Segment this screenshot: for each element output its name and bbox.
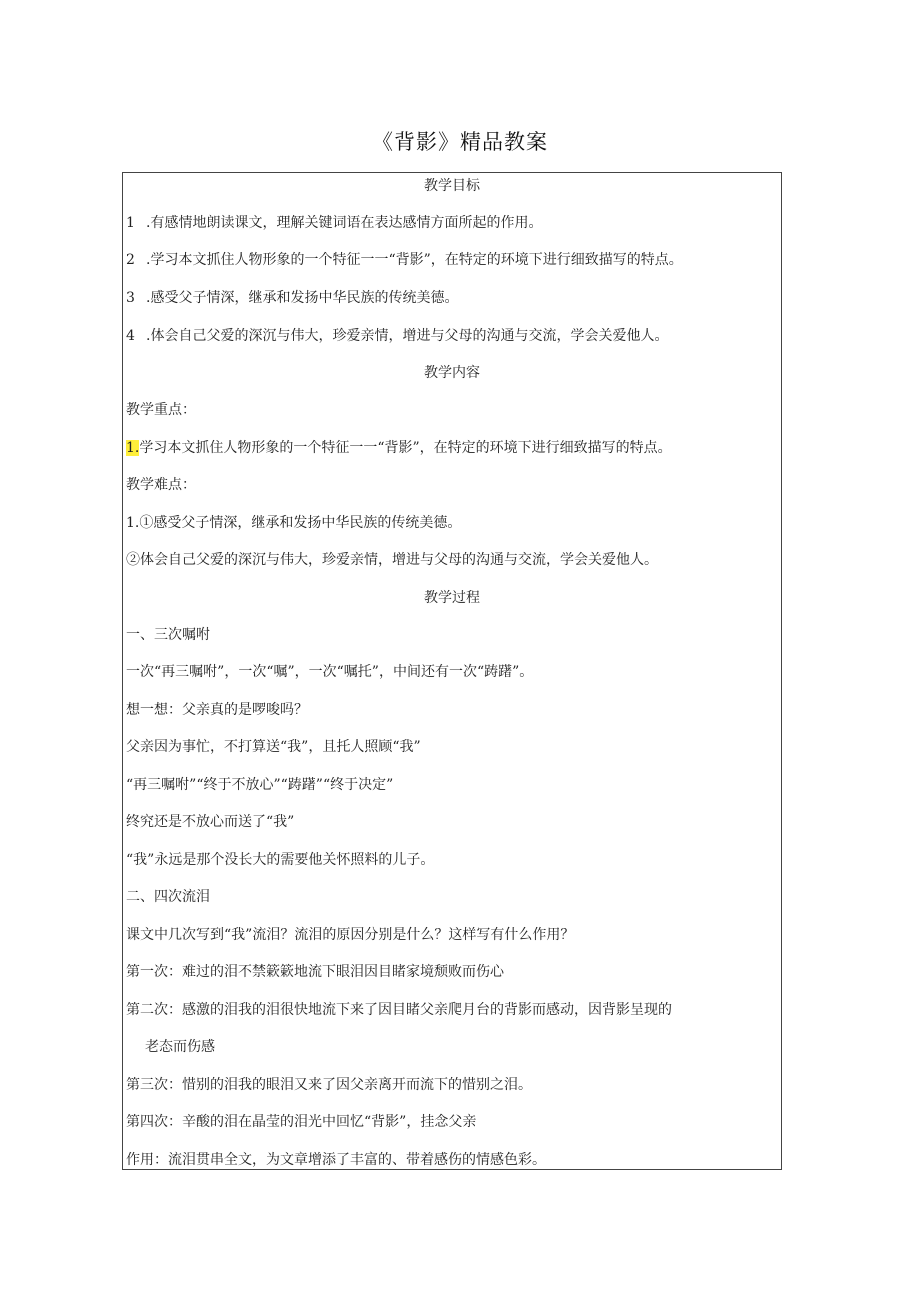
difficulty-label: 教学难点： xyxy=(126,477,196,493)
tears-effect: 作用：流泪贯串全文，为文章增添了丰富的、带着感伤的情感色彩。 xyxy=(126,1152,546,1168)
section1-line: “我”永远是那个没长大的需要他关怀照料的儿子。 xyxy=(126,852,435,868)
key-point-label: 教学重点： xyxy=(126,402,196,418)
objective-text: .感受父子情深，继承和发扬中华民族的传统美德。 xyxy=(146,290,459,306)
tear-item-2-continued: 老态而伤感 xyxy=(145,1039,215,1055)
tear-item-1: 第一次：难过的泪不禁簌簌地流下眼泪因目睹家境颓败而伤心 xyxy=(126,964,504,980)
objective-item-1 xyxy=(126,214,542,232)
objective-number: 2 xyxy=(126,252,135,268)
section1-line: “再三嘱咐”“终于不放心”“踌躇”“终于决定” xyxy=(126,777,394,793)
section1-line: 终究还是不放心而送了“我” xyxy=(126,814,295,830)
key-point-number-highlight: 1. xyxy=(126,440,140,456)
objective-item-4 xyxy=(126,327,668,345)
tear-item-3: 第三次：惜别的泪我的眼泪又来了因父亲离开而流下的惜别之泪。 xyxy=(126,1077,532,1093)
objective-item-2 xyxy=(126,251,683,269)
section1-line: 想一想：父亲真的是啰唆吗？ xyxy=(126,702,308,718)
key-point-item xyxy=(126,439,672,457)
section-title-instructions: 一、三次嘱咐 xyxy=(126,627,210,643)
objective-text: .有感情地朗读课文，理解关键词语在表达感情方面所起的作用。 xyxy=(146,215,543,231)
objective-number: 1 xyxy=(126,215,135,231)
objective-text: .体会自己父爱的深沉与伟大，珍爱亲情，增进与父母的沟通与交流，学会关爱他人。 xyxy=(146,328,669,344)
tear-item-2: 第二次：感激的泪我的泪很快地流下来了因目睹父亲爬月台的背影而感动，因背影呈现的 xyxy=(126,1002,672,1018)
section1-line: 父亲因为事忙，不打算送“我”，且托人照顾“我” xyxy=(126,739,421,755)
tear-item-4: 第四次：辛酸的泪在晶莹的泪光中回忆“背影”，挂念父亲 xyxy=(126,1114,477,1130)
objectives-heading: 教学目标 xyxy=(424,178,480,194)
document-title: 《背影》精品教案 xyxy=(372,130,548,154)
content-heading: 教学内容 xyxy=(424,365,480,381)
section1-line: 一次“再三嘱咐”，一次“嘱”，一次“嘱托”，中间还有一次“踌躇”。 xyxy=(126,664,534,680)
objective-number: 3 xyxy=(126,290,135,306)
section2-question: 课文中几次写到“我”流泪？流泪的原因分别是什么？这样写有什么作用？ xyxy=(126,927,575,943)
key-point-text: 学习本文抓住人物形象的一个特征一一“背影”，在特定的环境下进行细致描写的特点。 xyxy=(139,440,672,456)
section-title-tears: 二、四次流泪 xyxy=(126,889,210,905)
difficulty-item-2: ②体会自己父爱的深沉与伟大，珍爱亲情，增进与父母的沟通与交流，学会关爱他人。 xyxy=(126,552,658,568)
objective-number: 4 xyxy=(126,328,135,344)
difficulty-item-1: 1.①感受父子情深，继承和发扬中华民族的传统美德。 xyxy=(126,515,462,531)
objective-text: .学习本文抓住人物形象的一个特征一一“背影”，在特定的环境下进行细致描写的特点。 xyxy=(146,252,683,268)
objective-item-3 xyxy=(126,289,458,307)
process-heading: 教学过程 xyxy=(424,590,480,606)
